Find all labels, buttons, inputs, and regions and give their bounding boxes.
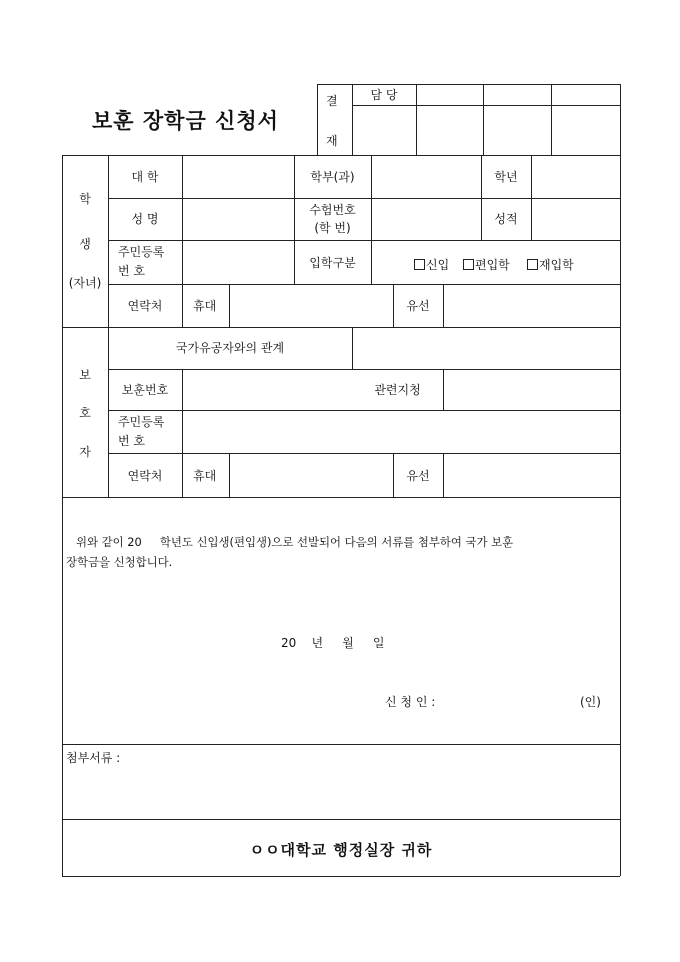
approval-divider (551, 84, 552, 155)
col-line (229, 453, 230, 497)
guardian-landline-label: 유선 (406, 469, 430, 483)
mobile-field[interactable] (231, 286, 391, 325)
landline-field[interactable] (445, 286, 618, 325)
guardian-section-char: 자 (79, 445, 91, 459)
relation-label: 국가유공자와의 관계 (175, 341, 285, 355)
guardian-section-char: 호 (79, 406, 91, 420)
student-id-label: (학 번) (314, 221, 351, 235)
seal-mark: (인) (580, 695, 601, 709)
exam-number-label: 수험번호 (309, 203, 356, 217)
section-line (62, 819, 620, 820)
row-line (108, 410, 620, 411)
grade-field[interactable] (533, 157, 618, 196)
application-date: 20 년 월 일 (281, 636, 385, 650)
exam-number-field[interactable] (373, 200, 479, 238)
col-line (531, 155, 532, 240)
grade-label: 학년 (494, 170, 518, 184)
col-line (481, 155, 482, 240)
guardian-rrn-label: 번 호 (118, 434, 145, 448)
row-line (108, 284, 620, 285)
addressee: ㅇㅇ대학교 행정실장 귀하 (249, 841, 433, 859)
student-section-char: 학 (79, 192, 91, 206)
mobile-label: 휴대 (193, 299, 217, 313)
col-line (352, 327, 353, 369)
attachments-label: 첨부서류 : (66, 751, 121, 765)
col-line (443, 453, 444, 497)
student-section-char: 생 (79, 237, 91, 251)
checkbox-icon (463, 259, 474, 270)
frame-top-line (62, 155, 620, 156)
checkbox-icon (527, 259, 538, 270)
rrn-label: 주민등록 (118, 245, 165, 259)
score-label: 성적 (494, 212, 518, 226)
approval-top-line (317, 84, 620, 85)
contact-label: 연락처 (127, 299, 163, 313)
admission-option-label: 신입 (426, 258, 450, 272)
veteran-number-label: 보훈번호 (121, 383, 169, 397)
department-label: 학부(과) (310, 170, 355, 184)
frame-right-line (620, 84, 621, 876)
approval-role-slot[interactable] (485, 86, 549, 104)
veteran-number-field[interactable] (184, 371, 352, 408)
university-field[interactable] (184, 157, 292, 196)
section-line (62, 497, 620, 498)
student-section-sub: (자녀) (68, 276, 102, 290)
approval-divider (483, 84, 484, 155)
col-line (371, 155, 372, 284)
guardian-section-char: 보 (79, 368, 91, 382)
name-label: 성 명 (131, 212, 159, 226)
approval-role-slot[interactable] (418, 86, 481, 104)
approval-middle-line (352, 105, 620, 106)
approval-role: 담 당 (370, 88, 398, 102)
frame-left-line (62, 155, 63, 876)
office-label: 관련지청 (374, 383, 421, 397)
score-field[interactable] (533, 200, 618, 238)
guardian-landline-field[interactable] (445, 455, 618, 495)
form-title: 보훈 장학금 신청서 (92, 108, 279, 133)
row-line (108, 453, 620, 454)
approval-label: 재 (326, 134, 338, 148)
col-line (182, 155, 183, 327)
landline-label: 유선 (406, 299, 430, 313)
guardian-mobile-label: 휴대 (193, 469, 217, 483)
row-line (108, 240, 620, 241)
guardian-mobile-field[interactable] (231, 455, 391, 495)
section-line (62, 744, 620, 745)
rrn-label: 번 호 (118, 264, 145, 278)
admission-option-readmission[interactable] (527, 256, 574, 273)
admission-option-label: 편입학 (475, 258, 510, 272)
applicant-label: 신 청 인 : (385, 695, 436, 709)
approval-signature-box[interactable] (485, 107, 549, 153)
admission-option-label: 재입학 (539, 258, 574, 272)
admission-type-label: 입학구분 (309, 256, 356, 270)
applicant-name-field[interactable] (455, 690, 575, 712)
approval-signature-box[interactable] (553, 107, 618, 153)
university-label: 대 학 (131, 170, 159, 184)
row-line (108, 198, 620, 199)
attachments-field[interactable] (66, 768, 616, 816)
frame-bottom-line (62, 876, 620, 877)
col-line (443, 284, 444, 327)
approval-role-slot[interactable] (553, 86, 618, 104)
col-line (443, 369, 444, 410)
department-field[interactable] (373, 157, 479, 196)
statement-text: 장학금을 신청합니다. (66, 555, 173, 569)
guardian-rrn-label: 주민등록 (118, 415, 165, 429)
guardian-rrn-field[interactable] (184, 412, 618, 451)
approval-divider (416, 84, 417, 155)
guardian-contact-label: 연락처 (127, 469, 163, 483)
checkbox-icon (414, 259, 425, 270)
section-line (62, 327, 620, 328)
approval-signature-box[interactable] (418, 107, 481, 153)
admission-option-transfer[interactable] (463, 256, 510, 273)
rrn-field[interactable] (184, 242, 292, 282)
approval-left-line (317, 84, 318, 155)
admission-option-new[interactable] (414, 256, 449, 273)
row-line (108, 369, 620, 370)
col-line (229, 284, 230, 327)
approval-signature-box[interactable] (354, 107, 414, 153)
relation-field[interactable] (354, 329, 618, 367)
office-field[interactable] (445, 371, 618, 408)
statement-text: 위와 같이 20 학년도 신입생(편입생)으로 선발되어 다음의 서류를 첨부하여 국가 보훈 (76, 535, 514, 549)
name-field[interactable] (184, 200, 292, 238)
col-line (182, 369, 183, 497)
approval-label: 결 (326, 94, 338, 108)
